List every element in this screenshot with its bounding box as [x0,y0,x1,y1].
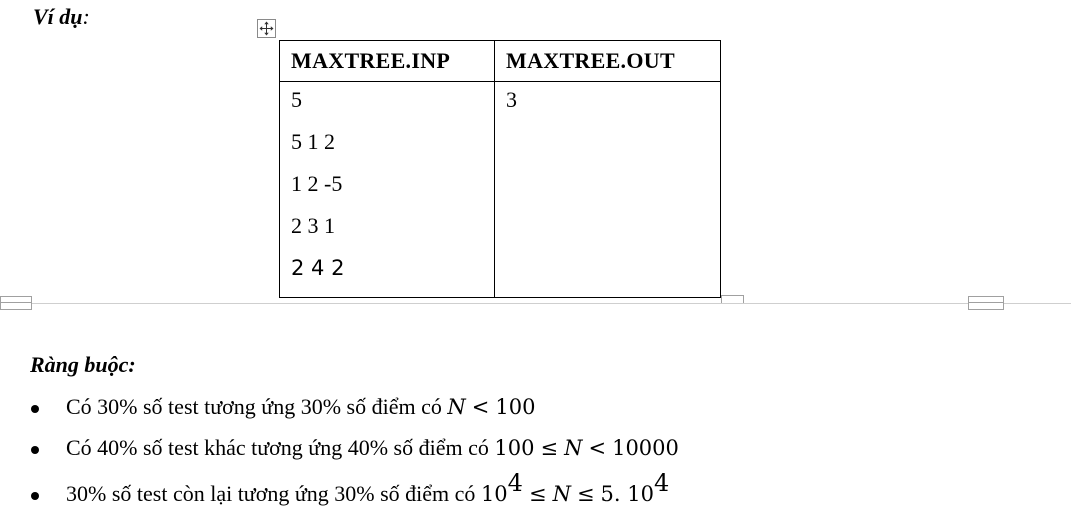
math-operator: < [471,395,490,419]
math-upper-exponent: 4 [653,469,670,497]
example-heading [33,4,90,30]
constraint-formula [494,436,679,460]
input-line: 5 1 2 [291,129,335,154]
math-lower-base: 10 [480,482,508,506]
math-operator: ≤ [576,482,595,506]
input-line: 1 2 -5 [291,171,343,196]
table-move-handle-icon[interactable] [257,19,276,38]
input-cell [280,82,495,298]
example-heading-colon: : [82,4,90,29]
math-operator: ≤ [540,436,559,460]
constraint-sentence: 30% số test còn lại tương ứng 30% số điểm có [66,481,481,506]
header-output-file: MAXTREE.OUT [495,41,721,82]
math-upper: 10000 [612,436,679,460]
page-divider [0,303,1071,304]
math-operator: ≤ [528,482,547,506]
input-line: 5 [291,87,302,112]
math-lower: 100 [494,436,535,460]
math-variable: N [552,482,571,506]
output-line: 3 [506,87,517,112]
constraint-text [66,435,679,461]
constraint-formula [447,395,535,419]
move-arrows-icon [259,21,274,36]
constraint-sentence: Có 40% số test khác tương ứng 40% số điểm có [66,435,495,460]
constraints-heading: Ràng buộc: [30,352,136,377]
left-margin-marker-icon[interactable] [0,296,32,310]
bullet-icon [31,446,39,454]
example-heading-text: Ví dụ [33,4,83,29]
constraint-sentence: Có 30% số test tương ứng 30% số điểm có [66,394,448,419]
output-cell [495,82,721,298]
constraint-formula [480,469,670,506]
right-margin-marker-icon[interactable] [968,296,1004,310]
constraint-text [66,469,670,507]
math-upper-base: 5. 10 [600,482,654,506]
example-table-header-row [280,41,721,82]
math-lower-exponent: 4 [507,469,523,497]
math-variable: N [564,436,583,460]
math-variable: N [447,395,466,419]
math-operator: < [588,436,607,460]
header-input-file: MAXTREE.INP [280,41,495,82]
example-table-row [280,82,721,298]
input-line: 2 4 2 [291,256,345,280]
example-table [279,40,721,298]
math-value: 100 [495,395,536,419]
constraint-text [66,394,535,420]
input-line: 2 3 1 [291,213,335,238]
bullet-icon [31,492,39,500]
bullet-icon [31,405,39,413]
